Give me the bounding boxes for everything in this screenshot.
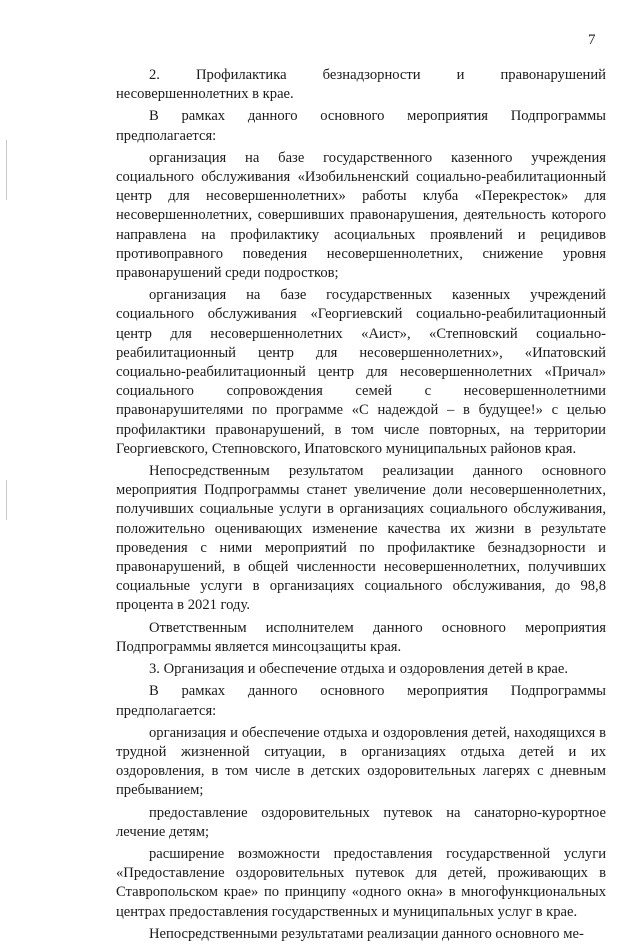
heading-prevention: 2. Профилактика безнадзорности и правонарушений несовершеннолетних в крае. xyxy=(116,67,606,103)
scan-edge-mark xyxy=(6,480,7,520)
paragraph-item: расширение возможности предоставления государственной услуги «Предоставление оздоровительных путевок для детей, проживающих в Ставропольском крае» по принципу «одного окна» в многофункциональных центрах предоставления государственных и муниципальных услуг в крае. xyxy=(116,845,606,920)
paragraph-item: предоставление оздоровительных путевок на санаторно-курортное лечение детям; xyxy=(116,804,606,840)
page-number: 7 xyxy=(588,32,596,48)
paragraph-item: организация на базе государственного казенного учреждения социального обслуживания «Изобильненский социально-реабилитационный центр для несовершеннолетних» работы клуба «Перекресток» для несовершеннолетних, совершивших правонарушения, деятельность которого направлена на профилактику асоциальных проявлений и рецидивов противоправного поведения несовершеннолетних, снижение уровня правонарушений среди подростков; xyxy=(116,149,606,282)
heading-recreation: 3. Организация и обеспечение отдыха и оздоровления детей в крае. xyxy=(149,661,569,678)
paragraph-intro: В рамках данного основного мероприятия Подпрограммы предполагается: xyxy=(116,108,606,144)
paragraph-result: Непосредственными результатами реализации данного основного ме- xyxy=(149,925,584,942)
paragraph-item: организация на базе государственных казенных учреждений социального обслуживания «Георгиевский социально-реабилитационный центр для несовершеннолетних «Аист», «Степновский социально-реабилитационный центр для несовершеннолетних», «Ипатовский социально-реабилитационный центр для несовершеннолетних «Причал» социального сопровождения семей с несовершеннолетними правонарушителями по программе «С надеждой – в будущее!» с целью профилактики правонарушений, в том числе повторных, на территории Георгиевского, Степновского, Ипатовского муниципальных районов края. xyxy=(116,287,606,457)
paragraph-intro: В рамках данного основного мероприятия Подпрограммы предполагается: xyxy=(116,683,606,719)
paragraph-result: Непосредственным результатом реализации данного основного мероприятия Подпрограммы станет увеличение доли несовершеннолетних, получивших социальные услуги в организациях социального обслуживания, положительно оценивающих изменение качества их жизни в результате проведения с ними мероприятий по профилактике безнадзорности и правонарушений, в общей численности несовершеннолетних, получивших социальные услуги в организациях социального обслуживания, до 98,8 процента в 2021 году. xyxy=(116,463,606,614)
document-body xyxy=(116,66,606,947)
paragraph-item: организация и обеспечение отдыха и оздоровления детей, находящихся в трудной жизненной ситуации, в организациях отдыха детей и их оздоровления, в том числе в детских оздоровительных лагерях с дневным пребыванием; xyxy=(116,724,606,799)
scan-edge-mark xyxy=(6,140,7,200)
paragraph-responsible: Ответственным исполнителем данного основного мероприятия Подпрограммы является минсоцзащиты края. xyxy=(116,619,606,655)
